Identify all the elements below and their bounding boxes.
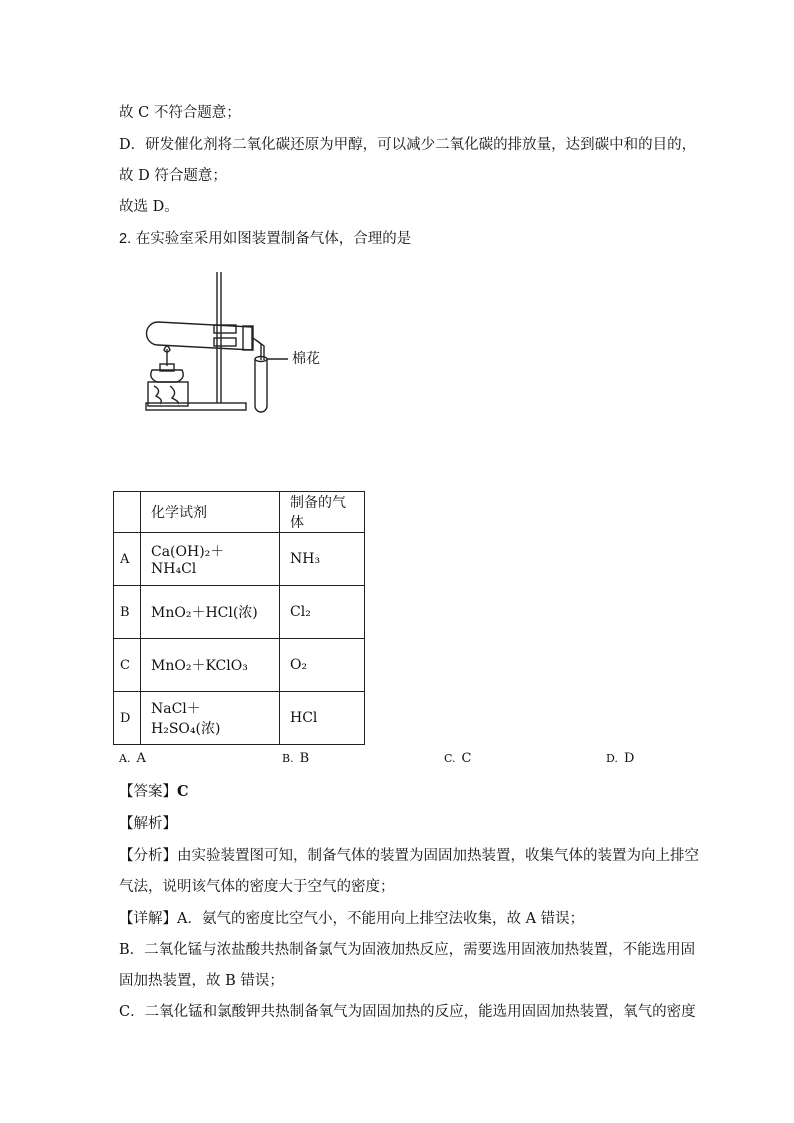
text-line: D．研发催化剂将二氧化碳还原为甲醇，可以减少二氧化碳的排放量，达到碳中和的目的， (119, 137, 697, 153)
row-label: B (114, 586, 141, 639)
apparatus-figure (140, 270, 340, 420)
cotton-label: 棉花 (292, 351, 320, 367)
reagent-table (113, 491, 365, 745)
analysis-tag: 【解析】 (119, 816, 177, 832)
analysis-line: 【分析】由实验装置图可知，制备气体的装置为固固加热装置，收集气体的装置为向上排空 (119, 848, 699, 864)
analysis-line: C．二氧化锰和氯酸钾共热制备氧气为固固加热的反应，能选用固固加热装置，氧气的密度 (119, 1004, 696, 1020)
reagent-cell: MnO₂＋KClO₃ (141, 639, 280, 692)
option-text: D (623, 751, 635, 766)
option-d[interactable] (606, 751, 634, 766)
table-header-row (114, 492, 365, 533)
row-label: A (114, 533, 141, 586)
gas-cell: Cl₂ (280, 586, 365, 639)
row-label: D (114, 692, 141, 745)
gas-cell: HCl (280, 692, 365, 745)
gas-cell: NH₃ (280, 533, 365, 586)
table-row (114, 639, 365, 692)
answer-tag: 【答案】 (119, 784, 177, 800)
table-header-cell: 化学试剂 (141, 492, 280, 533)
reagent-cell: Ca(OH)₂＋NH₄Cl (141, 533, 280, 586)
analysis-line: 气法，说明该气体的密度大于空气的密度； (119, 879, 395, 895)
option-letter: D. (606, 752, 618, 765)
question-stem: 在实验室采用如图装置制备气体，合理的是 (135, 231, 412, 247)
option-b[interactable] (282, 751, 309, 766)
option-text: C (461, 751, 472, 766)
table-header-cell (114, 492, 141, 533)
option-text: B (299, 751, 310, 766)
row-label: C (114, 639, 141, 692)
text-line: 故 D 符合题意； (119, 168, 227, 184)
table-header-cell: 制备的气体 (280, 492, 365, 533)
gas-cell: O₂ (280, 639, 365, 692)
question-number: 2. (119, 231, 132, 247)
text-line: 故 C 不符合题意； (119, 105, 241, 121)
table-row (114, 533, 365, 586)
analysis-line: B．二氧化锰与浓盐酸共热制备氯气为固液加热反应，需要选用固液加热装置，不能选用固 (119, 942, 696, 958)
option-text: A (136, 751, 146, 766)
reagent-cell: NaCl＋H₂SO₄(浓) (141, 692, 280, 745)
option-letter: C. (444, 752, 456, 765)
option-letter: B. (282, 752, 294, 765)
analysis-line: 【详解】A．氨气的密度比空气小，不能用向上排空法收集，故 A 错误； (119, 911, 585, 927)
answer-line (119, 782, 189, 802)
answer-value: C (177, 783, 189, 800)
reagent-cell: MnO₂＋HCl(浓) (141, 586, 280, 639)
option-letter: A. (119, 752, 131, 765)
analysis-line: 固加热装置，故 B 错误； (119, 973, 284, 989)
question-2 (119, 229, 411, 249)
text-line: 故选 D。 (119, 199, 179, 215)
option-c[interactable] (444, 751, 471, 766)
table-row (114, 586, 365, 639)
table-row (114, 692, 365, 745)
option-a[interactable] (119, 751, 146, 766)
